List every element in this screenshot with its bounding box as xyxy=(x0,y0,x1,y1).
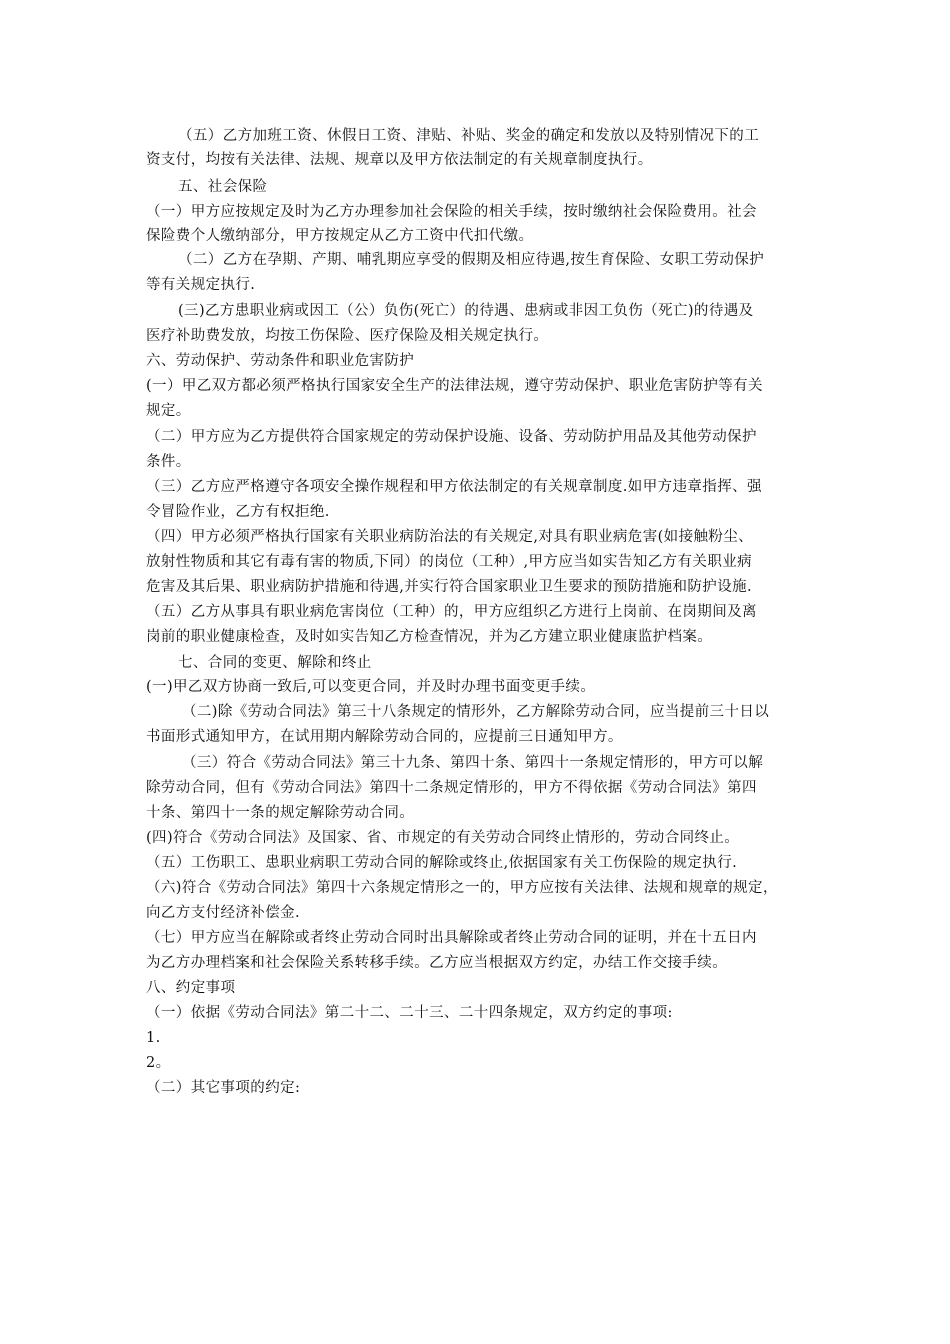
text-line: (一）甲乙双方都必须严格执行国家安全生产的法律法规，遵守劳动保护、职业危害防护等有关 xyxy=(146,378,763,394)
text-line: （三）符合《劳动合同法》第三十九条、第四十条、第四十一条规定情形的，甲方可以解 xyxy=(182,755,764,771)
text-line: （一）依据《劳动合同法》第二十二、二十三、二十四条规定，双方约定的事项: xyxy=(146,1005,673,1021)
text-line: （二)除《劳动合同法》第三十八条规定的情形外，乙方解除劳动合同，应当提前三十日以 xyxy=(182,704,770,720)
section-heading: 六、劳动保护、劳动条件和职业危害防护 xyxy=(146,353,415,369)
text-line: （二）甲方应为乙方提供符合国家规定的劳动保护设施、设备、劳动防护用品及其他劳动保护 xyxy=(146,429,757,445)
text-line: (四)符合《劳动合同法》及国家、省、市规定的有关劳动合同终止情形的，劳动合同终止。 xyxy=(146,830,740,846)
text-line: （五）乙方加班工资、休假日工资、津贴、补贴、奖金的确定和发放以及特别情况下的工 xyxy=(178,128,760,144)
text-line: 书面形式通知甲方，在试用期内解除劳动合同的，应提前三日通知甲方。 xyxy=(146,729,623,745)
text-line: （二）其它事项的约定: xyxy=(146,1080,301,1096)
list-item: 2。 xyxy=(146,1055,171,1071)
text-line: （四）甲方必须严格执行国家有关职业病防治法的有关规定,对具有职业病危害(如接触粉尘、 xyxy=(146,529,754,545)
text-line: 等有关规定执行. xyxy=(146,277,256,293)
text-line: 规定。 xyxy=(146,403,191,419)
text-line: (三)乙方患职业病或因工（公）负伤(死亡）的待遇、患病或非因工负伤（死亡)的待遇及 xyxy=(178,303,754,319)
text-line: （六)符合《劳动合同法》第四十六条规定情形之一的，甲方应按有关法律、法规和规章的规定， xyxy=(146,880,778,896)
text-line: （五）乙方从事具有职业病危害岗位（工种）的，甲方应组织乙方进行上岗前、在岗期间及离 xyxy=(146,604,757,620)
text-line: 岗前的职业健康检查，及时如实告知乙方检查情况，并为乙方建立职业健康监护档案。 xyxy=(146,629,713,645)
text-line: 为乙方办理档案和社会保险关系转移手续。乙方应当根据双方约定，办结工作交接手续。 xyxy=(146,955,728,971)
section-heading: 五、社会保险 xyxy=(178,179,268,195)
text-line: 向乙方支付经济补偿金. xyxy=(146,905,301,921)
text-line: 除劳动合同，但有《劳动合同法》第四十二条规定情形的，甲方不得依据《劳动合同法》第四 xyxy=(146,780,757,796)
list-item: 1. xyxy=(146,1030,161,1046)
text-line: （七）甲方应当在解除或者终止劳动合同时出具解除或者终止劳动合同的证明，并在十五日内 xyxy=(146,930,757,946)
section-heading: 七、合同的变更、解除和终止 xyxy=(178,655,372,671)
text-line: （五）工伤职工、患职业病职工劳动合同的解除或终止,依据国家有关工伤保险的规定执行. xyxy=(146,855,738,871)
text-line: （二）乙方在孕期、产期、哺乳期应享受的假期及相应待遇,按生育保险、女职工劳动保护 xyxy=(178,252,765,268)
text-line: （一）甲方应按规定及时为乙方办理参加社会保险的相关手续，按时缴纳社会保险费用。社会 xyxy=(146,204,757,220)
text-line: 资支付，均按有关法律、法规、规章以及甲方依法制定的有关规章制度执行。 xyxy=(146,152,653,168)
text-line: 十条、第四十一条的规定解除劳动合同。 xyxy=(146,805,415,821)
text-line: 放射性物质和其它有毒有害的物质,下同）的岗位（工种）,甲方应当如实告知乙方有关职业病 xyxy=(146,554,753,570)
text-line: (一)甲乙双方协商一致后,可以变更合同，并及时办理书面变更手续。 xyxy=(146,679,596,695)
text-line: 条件。 xyxy=(146,454,191,470)
text-line: 令冒险作业，乙方有权拒绝. xyxy=(146,504,330,520)
text-line: 危害及其后果、职业病防护措施和待遇,并实行符合国家职业卫生要求的预防措施和防护设施. xyxy=(146,579,753,595)
text-line: 医疗补助费发放，均按工伤保险、医疗保险及相关规定执行。 xyxy=(146,328,549,344)
section-heading: 八、约定事项 xyxy=(146,980,236,996)
text-line: （三）乙方应严格遵守各项安全操作规程和甲方依法制定的有关规章制度.如甲方违章指挥、强 xyxy=(146,479,762,495)
text-line: 保险费个人缴纳部分，甲方按规定从乙方工资中代扣代缴。 xyxy=(146,228,534,244)
